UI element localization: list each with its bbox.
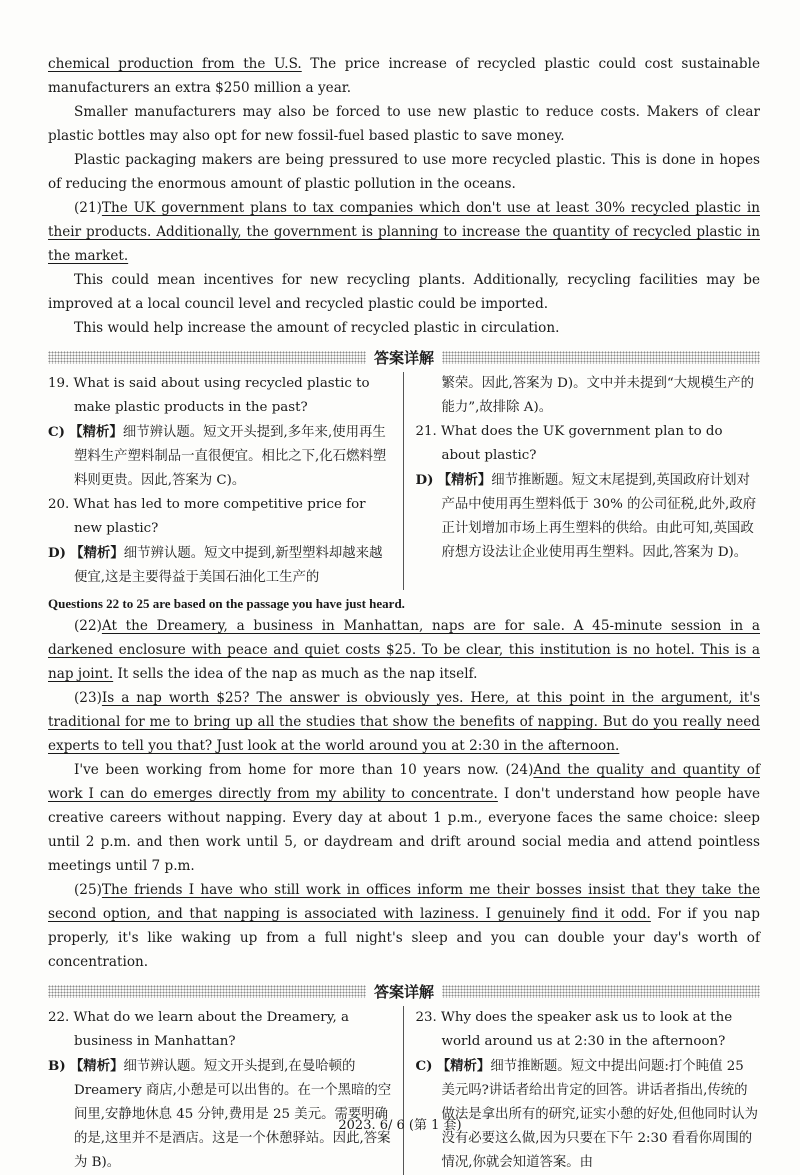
question-marker: (23): [74, 690, 102, 706]
paragraph-text: The price increase of recycled plastic could cost sustainable manufacturers an extra $250 million a year.: [48, 56, 761, 96]
passage1-paragraph: Plastic packaging makers are being pressured to use more recycled plastic. This is done in hopes of reducing the enormous amount of plastic pollution in the oceans.: [48, 152, 760, 192]
paragraph-text: I've been working from home for more than 10 years now.: [74, 762, 506, 778]
answer-letter: C): [48, 424, 65, 440]
underlined-text: The UK government plans to tax companies which don't use at least 30% recycled plastic in their products. Additionally, the government is planning to increase the quantity of recycled plastic in the market.: [48, 200, 760, 264]
analysis-tag: 【精析】: [69, 424, 123, 440]
analysis-text: 细节推断题。短文末尾提到,英国政府计划对产品中使用再生塑料低于 30% 的公司征税,此外,政府正计划增加市场上再生塑料的供给。由此可知,英国政府想方设法让企业使用再生塑料。因此,答案为 D)。: [441, 473, 757, 560]
question-marker: (24): [505, 762, 534, 778]
underlined-text: The friends I have who still work in offices inform me their bosses insist that they take the second option, and that napping is associated with laziness. I genuinely find it odd.: [48, 882, 760, 922]
answer-20: [48, 541, 393, 590]
banner-title: 答案详解: [374, 982, 435, 1001]
banner-title: 答案详解: [374, 348, 435, 367]
underlined-text: chemical production from the U.S.: [48, 56, 302, 72]
analysis-tag: 【精析】: [69, 1058, 124, 1074]
question-22: 22. What do we learn about the Dreamery, a business in Manhattan?: [48, 1010, 349, 1049]
underlined-text: At the Dreamery, a business in Manhattan, naps are for sale. A 45-minute session in a darkened enclosure with peace and quiet costs $25. To be clear, this institution is no hotel. This is a nap joint.: [48, 618, 760, 682]
passage2-paragraph: [48, 758, 760, 878]
analysis-text: 细节辨认题。短文开头提到,在曼哈顿的 Dreamery 商店,小憩是可以出售的。在一个黑暗的空间里,安静地休息 45 分钟,费用是 25 美元。需要明确的是,这里并不是酒店。这是一个休憩驿站。因此,答案为 B)。: [74, 1059, 392, 1170]
question-marker: (21): [74, 200, 102, 216]
underlined-text: Is a nap worth $25? The answer is obviously yes. Here, at this point in the argument, it's traditional for me to bring up all the studies that show the benefits of napping. But do you really need experts to tell you that? Just look at the world around you at 2:30 in the afternoon.: [48, 690, 760, 754]
question-20: 20. What has led to more competitive price for new plastic?: [48, 497, 366, 536]
answer-columns: [48, 372, 760, 590]
passage2-paragraph: [48, 878, 760, 974]
dotted-divider: [442, 351, 760, 364]
dotted-divider: [442, 985, 760, 998]
passage1-paragraph: Smaller manufacturers may also be forced to use new plastic to reduce costs. Makers of clear plastic bottles may also opt for new fossil-fuel based plastic to save money.: [48, 104, 760, 144]
passage1-paragraph: [48, 52, 760, 100]
passage2-paragraph: [48, 686, 760, 758]
answer-banner: [48, 978, 760, 1004]
passage1-paragraph: This could mean incentives for new recycling plants. Additionally, recycling facilities may be improved at a local council level and recycled plastic could be imported.: [48, 272, 760, 312]
page-footer: 2023. 6/ 6 (第 1 套): [338, 1118, 462, 1133]
paragraph-text: For if you nap properly, it's like waking up from a full night's sleep and you can double your day's worth of concentration.: [48, 906, 760, 970]
answer-letter: D): [415, 472, 434, 488]
analysis-text: 细节推断题。短文中提出问题:打个盹值 25 美元吗?讲话者给出肯定的回答。讲话者指出,传统的做法是拿出所有的研究,证实小憩的好处,但他同时认为没有必要这么做,因为只要在下午 2:30 看看你周围的情况,你就会知道答案。由: [441, 1059, 758, 1170]
dotted-divider: [48, 985, 366, 998]
question-19: 19. What is said about using recycled plastic to make plastic products in the past?: [48, 376, 370, 415]
underlined-text: And the quality and quantity of work I can do emerges directly from my ability to concentrate.: [48, 762, 760, 802]
analysis-tag: 【精析】: [437, 472, 492, 488]
passage1-paragraph: This would help increase the amount of recycled plastic in circulation.: [74, 320, 560, 336]
answer-20-continued: 繁荣。因此,答案为 D)。文中并未提到“大规模生产的能力”,故排除 A)。: [441, 376, 755, 415]
analysis-tag: 【精析】: [436, 1058, 491, 1074]
answer-column-right: [404, 372, 761, 590]
passage2-paragraph: [48, 614, 760, 686]
question-23: 23. Why does the speaker ask us to look at the world around us at 2:30 in the afternoon?: [415, 1010, 733, 1049]
answer-banner: [48, 344, 760, 370]
passage1-paragraph: [48, 196, 760, 268]
page-body: [48, 52, 760, 1175]
answer-19: [48, 420, 393, 493]
paragraph-text: I don't understand how people have creative careers without napping. Every day at about 1 p.m., everyone faces the same choice: sleep until 2 p.m. and then work until 5, or daydream and drift around social media and attend pointless meetings until 7 p.m.: [48, 786, 761, 874]
question-marker: (22): [74, 618, 102, 634]
answer-columns: [48, 1006, 760, 1175]
question-21: 21. What does the UK government plan to do about plastic?: [415, 424, 723, 463]
section-heading: Questions 22 to 25 are based on the passage you have just heard.: [48, 596, 405, 611]
analysis-tag: 【精析】: [70, 545, 124, 561]
answer-letter: B): [48, 1058, 66, 1074]
answer-letter: C): [415, 1058, 433, 1074]
dotted-divider: [48, 351, 366, 364]
paragraph-text: It sells the idea of the nap as much as the nap itself.: [113, 666, 478, 682]
analysis-text: 细节辨认题。短文中提到,新型塑料却越来越便宜,这是主要得益于美国石油化工生产的: [74, 546, 383, 585]
answer-21: [416, 468, 761, 565]
answer-column-left: [48, 1006, 404, 1175]
answer-letter: D): [48, 545, 66, 561]
question-marker: (25): [74, 882, 102, 898]
answer-column-left: [48, 372, 404, 590]
answer-column-right: [404, 1006, 761, 1175]
analysis-text: 细节辨认题。短文开头提到,多年来,使用再生塑料生产塑料制品一直很便宜。相比之下,化石燃料塑料则更贵。因此,答案为 C)。: [74, 425, 387, 488]
